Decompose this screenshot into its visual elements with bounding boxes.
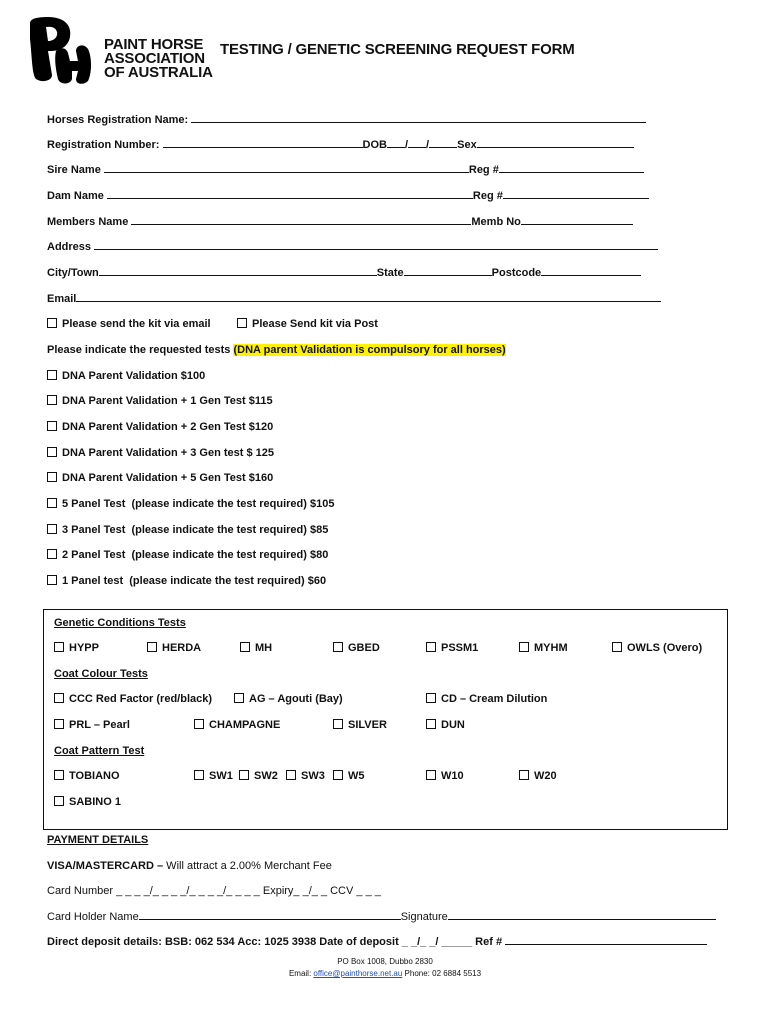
signature-label: Signature — [400, 911, 448, 923]
colour-label: PRL – Pearl — [69, 719, 130, 731]
reg-name-label: Horses Registration Name: — [47, 114, 189, 126]
tests-intro-row — [47, 342, 506, 358]
test-option[interactable] — [47, 470, 273, 486]
dam-reg-field[interactable] — [503, 187, 649, 199]
test-label: 5 Panel Test (please indicate the test required) $105 — [62, 498, 335, 510]
sex-field[interactable] — [477, 136, 634, 148]
dob-label: DOB — [362, 139, 387, 151]
colour-checkbox[interactable] — [234, 693, 244, 703]
pattern-label: W20 — [534, 770, 557, 782]
test-checkbox[interactable] — [47, 575, 57, 585]
genetic-option[interactable] — [240, 640, 272, 656]
pattern-option[interactable] — [194, 768, 233, 784]
memb-no-field[interactable] — [521, 213, 633, 225]
genetic-option[interactable] — [333, 640, 380, 656]
colour-option[interactable] — [234, 691, 343, 707]
test-checkbox[interactable] — [47, 395, 57, 405]
genetic-label: HYPP — [69, 642, 99, 654]
sire-label: Sire Name — [47, 164, 101, 176]
test-checkbox[interactable] — [47, 524, 57, 534]
pattern-label: W10 — [441, 770, 464, 782]
postcode-label: Postcode — [491, 267, 542, 279]
genetic-checkbox[interactable] — [426, 642, 436, 652]
members-field[interactable] — [131, 213, 471, 225]
sex-label: Sex — [457, 139, 477, 151]
pattern-option[interactable] — [54, 794, 121, 810]
test-label: 3 Panel Test (please indicate the test required) $85 — [62, 524, 329, 536]
pattern-checkbox[interactable] — [239, 770, 249, 780]
colour-checkbox[interactable] — [54, 719, 64, 729]
tests-compulsory-note: (DNA parent Validation is compulsory for all horses) — [233, 344, 506, 356]
card-type-row — [47, 858, 332, 874]
dam-reg-label: Reg # — [472, 190, 503, 202]
pattern-label: SW2 — [254, 770, 278, 782]
test-checkbox[interactable] — [47, 370, 57, 380]
card-type: VISA/MASTERCARD – — [47, 860, 164, 872]
footer-address: PO Box 1008, Dubbo 2830 — [337, 957, 433, 966]
organisation-name — [104, 38, 213, 80]
genetic-option[interactable] — [519, 640, 568, 656]
pattern-option[interactable] — [54, 768, 120, 784]
pattern-option[interactable] — [519, 768, 557, 784]
footer-email-label: Email: — [288, 969, 314, 978]
colour-label: SILVER — [348, 719, 387, 731]
genetic-checkbox[interactable] — [54, 642, 64, 652]
colour-option[interactable] — [194, 717, 280, 733]
sire-reg-field[interactable] — [499, 161, 644, 173]
card-fee-note: Will attract a 2.00% Merchant Fee — [163, 860, 332, 872]
city-row — [47, 264, 641, 280]
pattern-label: SW1 — [209, 770, 233, 782]
test-option[interactable] — [47, 393, 273, 409]
genetic-label: MYHM — [534, 642, 568, 654]
dob-year-field[interactable] — [429, 136, 457, 148]
test-label: DNA Parent Validation + 5 Gen Test $160 — [62, 472, 274, 484]
address-field[interactable] — [94, 238, 658, 250]
deposit-ref-field[interactable] — [505, 933, 707, 945]
test-option[interactable] — [47, 419, 273, 435]
card-holder-row — [47, 908, 716, 924]
pattern-label: SW3 — [301, 770, 325, 782]
footer-email-link[interactable]: office@painthorse.net.au — [313, 969, 403, 978]
genetic-label: OWLS (Overo) — [627, 642, 703, 654]
colour-checkbox[interactable] — [54, 693, 64, 703]
footer-contact — [0, 969, 770, 978]
pattern-option[interactable] — [239, 768, 278, 784]
colour-heading: Coat Colour Tests — [54, 668, 148, 680]
test-option[interactable] — [47, 547, 328, 563]
test-checkbox[interactable] — [47, 472, 57, 482]
pattern-checkbox[interactable] — [333, 770, 343, 780]
genetic-option[interactable] — [612, 640, 702, 656]
pattern-checkbox[interactable] — [54, 770, 64, 780]
test-checkbox[interactable] — [47, 498, 57, 508]
colour-option[interactable] — [426, 717, 465, 733]
tests-intro: Please indicate the requested tests — [47, 344, 231, 356]
footer-phone: Phone: 02 6884 5513 — [402, 969, 482, 978]
org-line-2: ASSOCIATION — [104, 50, 205, 67]
card-holder-field[interactable] — [139, 908, 401, 920]
pattern-checkbox[interactable] — [519, 770, 529, 780]
address-row — [47, 238, 658, 254]
colour-label: AG – Agouti (Bay) — [249, 693, 343, 705]
test-option[interactable] — [47, 496, 334, 512]
reg-number-row: Registration Number: DOB / / Sex — [47, 136, 634, 152]
email-label: Email — [47, 293, 77, 305]
colour-label: DUN — [441, 719, 465, 731]
memb-no-label: Memb No — [471, 216, 521, 228]
pattern-label: SABINO 1 — [69, 796, 121, 808]
genetic-option[interactable] — [54, 640, 99, 656]
colour-option[interactable] — [426, 691, 547, 707]
colour-checkbox[interactable] — [194, 719, 204, 729]
genetic-label: GBED — [348, 642, 380, 654]
state-label: State — [376, 267, 404, 279]
city-label: City/Town — [47, 267, 99, 279]
dob-month-field[interactable] — [408, 136, 426, 148]
genetic-checkbox[interactable] — [333, 642, 343, 652]
sire-row — [47, 161, 644, 177]
colour-label: CHAMPAGNE — [209, 719, 281, 731]
genetic-label: MH — [255, 642, 273, 654]
email-field[interactable] — [76, 290, 661, 302]
address-label: Address — [47, 241, 92, 253]
members-label: Members Name — [47, 216, 129, 228]
org-line-3: OF AUSTRALIA — [104, 64, 213, 81]
test-label: DNA Parent Validation $100 — [62, 370, 206, 382]
email-row — [47, 290, 661, 306]
test-checkbox[interactable] — [47, 421, 57, 431]
test-label: DNA Parent Validation + 2 Gen Test $120 — [62, 421, 274, 433]
test-label: DNA Parent Validation + 3 Gen test $ 125 — [62, 447, 275, 459]
colour-option[interactable] — [54, 717, 130, 733]
pattern-label: TOBIANO — [69, 770, 120, 782]
test-label: 2 Panel Test (please indicate the test required) $80 — [62, 549, 329, 561]
genetic-checkbox[interactable] — [147, 642, 157, 652]
dam-label: Dam Name — [47, 190, 104, 202]
test-checkbox[interactable] — [47, 447, 57, 457]
kit-post-label: Please Send kit via Post — [252, 318, 378, 330]
kit-email-label: Please send the kit via email — [62, 318, 211, 330]
sire-field[interactable] — [104, 161, 469, 173]
colour-option[interactable] — [333, 717, 387, 733]
pattern-heading: Coat Pattern Test — [54, 745, 145, 757]
postcode-field[interactable] — [541, 264, 641, 276]
colour-checkbox[interactable] — [333, 719, 343, 729]
ph-logo-icon — [26, 17, 106, 85]
test-option[interactable] — [47, 522, 328, 538]
genetic-label: HERDA — [162, 642, 202, 654]
test-option[interactable] — [47, 445, 274, 461]
deposit-row — [47, 933, 707, 949]
pattern-option[interactable] — [333, 768, 365, 784]
reg-name-field[interactable] — [191, 111, 646, 123]
colour-label: CD – Cream Dilution — [441, 693, 548, 705]
colour-checkbox[interactable] — [426, 719, 436, 729]
sire-reg-label: Reg # — [468, 164, 499, 176]
genetic-checkbox[interactable] — [240, 642, 250, 652]
dam-field[interactable] — [107, 187, 473, 199]
pattern-checkbox[interactable] — [54, 796, 64, 806]
org-line-1: PAINT HORSE — [104, 36, 204, 53]
deposit-details: Direct deposit details: BSB: 062 534 Acc: 1025 3938 Date of deposit _ _/_ _/ _____ Ref # — [47, 936, 506, 948]
state-field[interactable] — [404, 264, 492, 276]
test-option[interactable] — [47, 368, 205, 384]
genetic-checkbox[interactable] — [612, 642, 622, 652]
city-field[interactable] — [99, 264, 377, 276]
colour-checkbox[interactable] — [426, 693, 436, 703]
payment-heading: PAYMENT DETAILS — [47, 834, 149, 846]
kit-email-option[interactable] — [47, 316, 211, 332]
reg-number-label: Registration Number: — [47, 139, 160, 151]
kit-post-checkbox[interactable] — [237, 318, 247, 328]
colour-label: CCC Red Factor (red/black) — [69, 693, 213, 705]
form-title: TESTING / GENETIC SCREENING REQUEST FORM — [220, 41, 575, 58]
reg-name-row — [47, 111, 646, 127]
pattern-label: W5 — [348, 770, 365, 782]
genetic-checkbox[interactable] — [519, 642, 529, 652]
dam-row — [47, 187, 649, 203]
colour-option[interactable] — [54, 691, 212, 707]
pattern-checkbox[interactable] — [426, 770, 436, 780]
pattern-option[interactable] — [286, 768, 325, 784]
reg-number-field[interactable] — [163, 136, 363, 148]
pattern-checkbox[interactable] — [286, 770, 296, 780]
genetic-label: PSSM1 — [441, 642, 479, 654]
test-label: 1 Panel test (please indicate the test required) $60 — [62, 575, 327, 587]
kit-post-option[interactable] — [237, 316, 378, 332]
test-label: DNA Parent Validation + 1 Gen Test $115 — [62, 395, 273, 407]
genetic-option[interactable] — [147, 640, 201, 656]
members-row — [47, 213, 633, 229]
dob-day-field[interactable] — [387, 136, 405, 148]
pattern-option[interactable] — [426, 768, 464, 784]
card-number-row[interactable]: Card Number _ _ _ _/_ _ _ _/_ _ _ _/_ _ _ _ Expiry_ _/_ _ CCV _ _ _ — [47, 885, 381, 897]
genetic-heading: Genetic Conditions Tests — [54, 617, 186, 629]
test-option[interactable] — [47, 573, 326, 589]
card-holder-label: Card Holder Name — [47, 911, 139, 923]
pattern-checkbox[interactable] — [194, 770, 204, 780]
test-checkbox[interactable] — [47, 549, 57, 559]
genetic-option[interactable] — [426, 640, 478, 656]
signature-field[interactable] — [448, 908, 716, 920]
kit-email-checkbox[interactable] — [47, 318, 57, 328]
